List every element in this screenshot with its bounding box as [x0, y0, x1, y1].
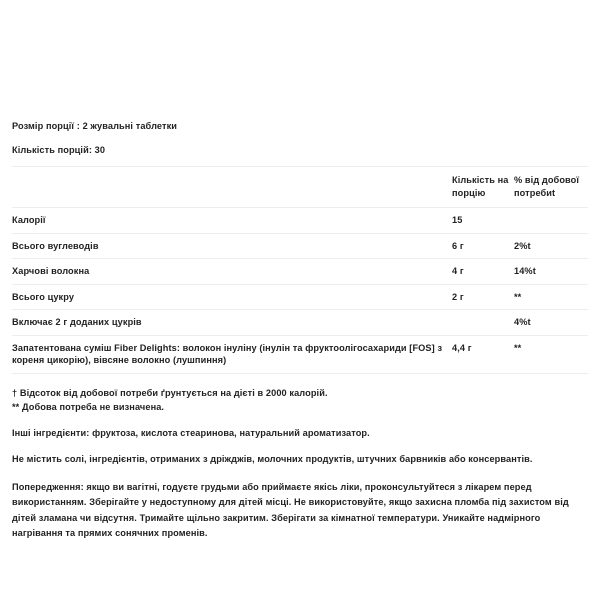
nutrient-name: Калорії	[12, 215, 46, 225]
nutrient-name: Всього цукру	[12, 291, 75, 302]
footnotes-block	[12, 386, 588, 414]
header-amount-per-serving: Кількість на порцію	[452, 175, 509, 198]
nutrient-amount: 2 г	[452, 291, 464, 302]
supplement-facts-table	[12, 166, 588, 374]
nutrient-name: Включає 2 г доданих цукрів	[12, 317, 142, 327]
servings-per-container-line: Кількість порцій: 30	[12, 145, 106, 155]
footnote-double-star: ** Добова потреба не визначена.	[12, 401, 165, 412]
header-nutrient-name	[12, 167, 452, 208]
free-from-text: Не містить солі, інгредієнтів, отриманих з дріжджів, молочних продуктів, штучних барвників або консервантів.	[12, 453, 533, 464]
table-row	[12, 284, 588, 310]
nutrient-name: Харчові волокна	[12, 266, 90, 276]
table-row	[12, 259, 588, 285]
table-row	[12, 335, 588, 373]
other-ingredients-text: Інші інгредієнти: фруктоза, кислота стеаринова, натуральний ароматизатор.	[12, 427, 370, 438]
serving-size-line: Розмір порції : 2 жувальні таблетки	[12, 121, 178, 131]
table-row	[12, 208, 588, 234]
nutrient-amount: 4,4 г	[452, 342, 472, 353]
warning-text: якщо ви вагітні, годуєте грудьми або приймаєте якісь ліки, проконсультуйтеся з лікарем перед використанням. Зберігайте у недоступному для дітей місці. Не використовуйте, якщо захисна пломба під захистом від дітей зламана чи відсутня. Тримайте щільно закритим. Зберігати за кімнатної температури. Уникайте надмірного нагрівання та прямих сонячних променів.	[12, 481, 569, 538]
nutrient-name: Всього вуглеводів	[12, 240, 99, 251]
nutrient-daily-value: **	[514, 342, 522, 353]
nutrient-daily-value: 2%t	[514, 240, 531, 251]
nutrient-daily-value: 14%t	[514, 266, 536, 276]
nutrient-name: Запатентована суміш Fiber Delights: волокон інуліну (інулін та фруктоолігосахариди [FOS] з кореня цикорію), вівсяне волокно (лушпиння)	[12, 342, 443, 365]
nutrient-daily-value: **	[514, 291, 522, 302]
nutrient-daily-value	[514, 208, 588, 234]
nutrient-amount: 15	[452, 215, 463, 225]
footnote-dagger: † Відсоток від добової потреби ґрунтується на дієті в 2000 калорій.	[12, 387, 328, 398]
header-percent-daily-value: % від добової потребиt	[514, 175, 580, 198]
table-body	[12, 208, 588, 374]
nutrient-amount: 4 г	[452, 266, 464, 276]
table-header	[12, 167, 588, 208]
table-header-row	[12, 167, 588, 208]
nutrient-daily-value: 4%t	[514, 317, 531, 327]
table-row	[12, 233, 588, 259]
warning-paragraph	[12, 480, 588, 542]
warning-label: Попередження:	[12, 481, 84, 492]
serving-info-block	[12, 120, 588, 157]
nutrient-amount: 6 г	[452, 240, 464, 251]
nutrient-amount	[452, 310, 514, 336]
table-row	[12, 310, 588, 336]
